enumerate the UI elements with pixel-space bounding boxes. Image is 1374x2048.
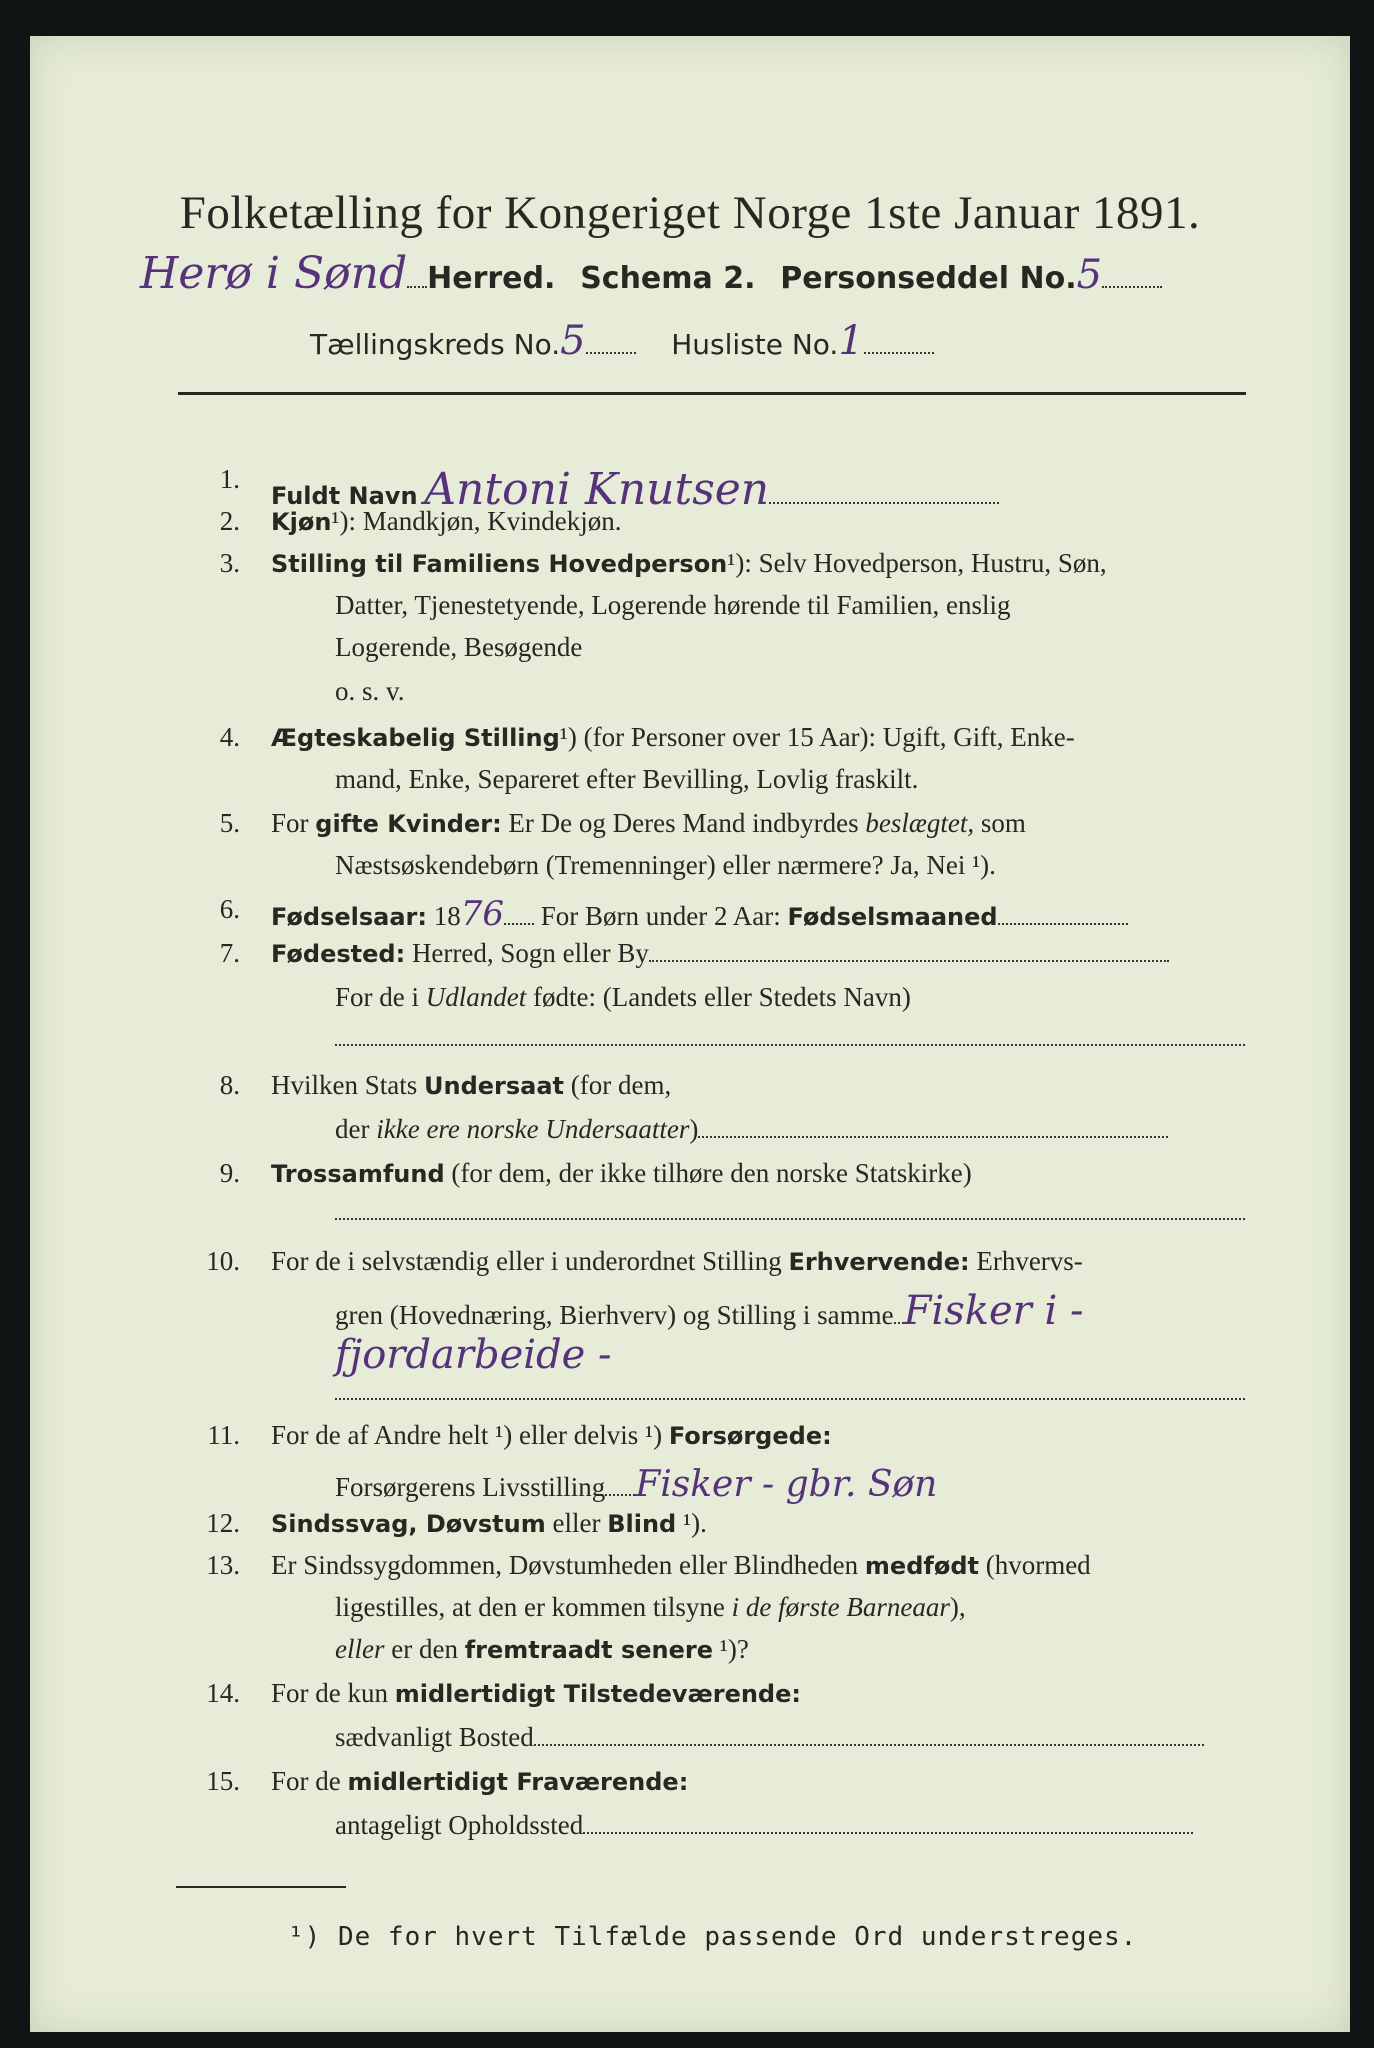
personseddel-label: Personseddel No. <box>780 261 1077 296</box>
item-7-line-2: For de i Udlandet fødte: (Landets eller Stedets Navn) <box>335 982 911 1012</box>
item-1-label: Fuldt Navn <box>271 482 418 510</box>
item-3-text: ¹): Selv Hovedperson, Hustru, Søn, <box>727 548 1107 578</box>
item-15: For de midlertidigt Fraværende: <box>271 1766 689 1796</box>
footnote: ¹) De for hvert Tilfælde passende Ord understreges. <box>288 1922 1138 1952</box>
census-form-sheet <box>30 36 1350 2032</box>
item-8-label: Undersaat <box>424 1072 565 1100</box>
item-6-number: 6. <box>219 894 240 924</box>
item-4-text: ¹) (for Personer over 15 Aar): Ugift, Gift, Enke- <box>559 722 1075 752</box>
item-11-line-2: Forsørgerens Livsstilling Fisker - gbr. Søn <box>335 1464 938 1505</box>
item-5-line-2: Næstsøskendebørn (Tremenninger) eller nærmere? Ja, Nei ¹). <box>335 850 996 880</box>
item-10-number: 10. <box>206 1246 240 1276</box>
schema-label: Schema 2. <box>580 261 756 296</box>
item-14-label: midlertidigt Tilstedeværende: <box>394 1680 801 1708</box>
item-13-number: 13. <box>206 1550 240 1580</box>
item-3-number: 3. <box>219 548 240 578</box>
item-2-text: ¹): Mandkjøn, Kvindekjøn. <box>331 506 622 536</box>
herred-handwritten: Herø i Sønd <box>140 248 408 299</box>
item-10-blank-line <box>335 1376 1245 1407</box>
item-10-label: Erhvervende: <box>788 1248 970 1276</box>
item-8: Hvilken Stats Undersaat (for dem, <box>271 1070 672 1100</box>
item-11-label: Forsørgede: <box>668 1422 832 1450</box>
item-12-label: Sindssvag, Døvstum <box>271 1510 546 1538</box>
item-4-label: Ægteskabelig Stilling <box>271 724 560 752</box>
kreds-line <box>310 318 934 364</box>
item-4-line-2: mand, Enke, Separeret efter Bevilling, Lovlig fraskilt. <box>335 764 919 794</box>
husliste-number: 1 <box>838 318 864 364</box>
item-7-number: 7. <box>219 938 240 968</box>
item-9-blank-line <box>335 1196 1245 1227</box>
provider-value: Fisker - gbr. Søn <box>635 1464 938 1505</box>
item-2-number: 2. <box>219 506 240 536</box>
item-5-label: gifte Kvinder: <box>315 810 502 838</box>
item-15-number: 15. <box>206 1766 240 1796</box>
item-10: For de i selvstændig eller i underordnet Stilling Erhvervende: Erhvervs- <box>271 1246 1083 1276</box>
item-13-label: medfødt <box>864 1552 979 1580</box>
item-3 <box>271 548 1107 579</box>
item-2-label: Kjøn <box>271 508 332 536</box>
husliste-label: Husliste No. <box>671 328 839 361</box>
item-6-label: Fødselsaar: <box>271 903 427 931</box>
kreds-label: Tællingskreds No. <box>310 328 561 361</box>
item-13-line-2: ligestilles, at den er kommen tilsyne i de første Barneaar), <box>335 1592 966 1622</box>
item-10-line-3 <box>335 1332 612 1378</box>
item-4 <box>271 722 1075 753</box>
item-15-label: midlertidigt Fraværende: <box>347 1768 689 1796</box>
item-7: Fødested: Herred, Sogn eller By <box>271 938 1169 969</box>
kreds-number: 5 <box>560 318 586 364</box>
item-9-label: Trossamfund <box>271 1160 445 1188</box>
item-4-number: 4. <box>219 722 240 752</box>
occupation-value-2: fjordarbeide - <box>335 1332 612 1378</box>
full-name-value: Antoni Knutsen <box>424 464 770 515</box>
item-10-line-2: gren (Hovednæring, Bierhverv) og Stilling i samme Fisker i - <box>335 1288 1084 1334</box>
item-5-number: 5. <box>219 808 240 838</box>
birth-year-value: 76 <box>460 894 505 934</box>
header-rule <box>178 392 1246 395</box>
item-5: For gifte Kvinder: Er De og Deres Mand indbyrdes beslægtet, som <box>271 808 1026 838</box>
footnote-rule <box>176 1886 346 1888</box>
item-3-label: Stilling til Familiens Hovedperson <box>271 550 728 578</box>
item-3-line-2: Datter, Tjenestetyende, Logerende hørende til Familien, enslig <box>335 590 1011 620</box>
item-8-number: 8. <box>219 1070 240 1100</box>
item-9-number: 9. <box>219 1158 240 1188</box>
item-13-line-3: eller er den fremtraadt senere ¹)? <box>335 1634 749 1664</box>
herred-line <box>140 248 1162 299</box>
item-11-number: 11. <box>207 1420 240 1450</box>
personseddel-number: 5 <box>1076 252 1103 298</box>
item-8-line-2: der ikke ere norske Undersaatter) <box>335 1114 1168 1145</box>
item-11: For de af Andre helt ¹) eller delvis ¹) Forsørgede: <box>271 1420 832 1450</box>
item-13: Er Sindssygdommen, Døvstumheden eller Blindheden medfødt (hvormed <box>271 1550 1091 1580</box>
item-6: Fødselsaar: 1876 For Børn under 2 Aar: Fødselsmaaned <box>271 894 1128 934</box>
item-12: Sindssvag, Døvstum eller Blind ¹). <box>271 1508 707 1538</box>
item-7-label: Fødested: <box>271 940 406 968</box>
item-2 <box>271 506 621 537</box>
item-7-blank-line <box>335 1022 1245 1053</box>
item-14-number: 14. <box>206 1678 240 1708</box>
item-3-line-4: o. s. v. <box>335 676 405 706</box>
form-title: Folketælling for Kongeriget Norge 1ste Januar 1891. <box>179 187 1201 239</box>
item-14-line-2: sædvanligt Bosted <box>335 1722 1204 1753</box>
herred-label: Herred. <box>427 261 556 296</box>
item-14: For de kun midlertidigt Tilstedeværende: <box>271 1678 801 1708</box>
occupation-value-1: Fisker i - <box>903 1288 1084 1334</box>
item-15-line-2: antageligt Opholdssted <box>335 1810 1193 1841</box>
item-9: Trossamfund (for dem, der ikke tilhøre den norske Statskirke) <box>271 1158 972 1188</box>
item-1-number: 1. <box>219 464 240 494</box>
item-3-line-3: Logerende, Besøgende <box>335 632 583 662</box>
item-12-number: 12. <box>206 1508 240 1538</box>
